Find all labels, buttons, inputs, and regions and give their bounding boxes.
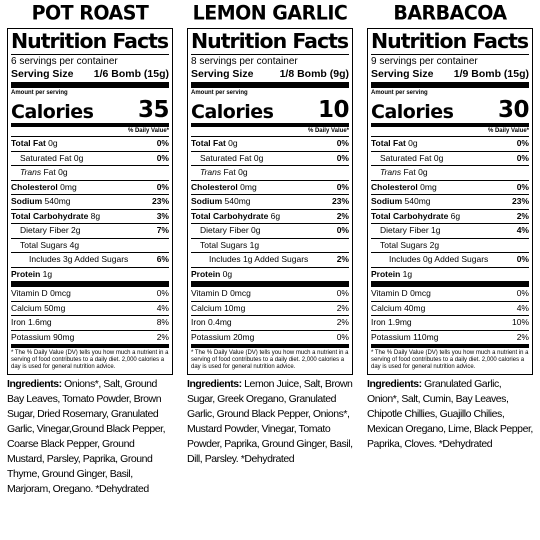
nutrient-label: Total Fat [371, 138, 406, 149]
nutrient-dv: 2% [516, 210, 529, 221]
nutrient-amount: 10mg [224, 302, 246, 313]
nutrient-label: Iron [11, 317, 26, 328]
nutrient-dv: 0% [336, 331, 349, 342]
nutrient-label: Potassium [371, 331, 411, 342]
nutrient-amount: 0.4mg [208, 317, 232, 328]
cholesterol-row [11, 181, 169, 196]
calories-label: Calories [371, 101, 454, 123]
servings-per-container: 8 servings per container [191, 56, 298, 67]
nutrient-dv: 0% [516, 138, 529, 149]
nutrient-dv: 0% [516, 181, 529, 192]
calories-row [11, 97, 169, 127]
total-sugars-row [11, 239, 169, 254]
serving-size-value: 1/6 Bomb (15g) [93, 68, 169, 80]
serving-size-row [371, 68, 529, 88]
nutrient-dv: 0% [336, 138, 349, 149]
ingredients-list: Granulated Garlic, Onion*, Salt, Cumin, Bay Leaves, Chipotle Chillies, Guajillo Chilies, Mexican Oregano, Lime, Black Pepper, Paprika, Cloves. *Dehydrated [367, 377, 533, 450]
ingredients-text [7, 377, 173, 497]
nutrient-label: Cholesterol [11, 181, 58, 192]
nutrient-dv: 4% [156, 302, 169, 313]
nutrient-dv: 6% [156, 254, 169, 265]
nutrient-label: Includes [389, 254, 421, 265]
nutrient-amount: 0mcg [50, 288, 71, 299]
nutrient-amount: 1g [243, 254, 253, 265]
nutrient-amount: 3g [63, 254, 73, 265]
amount-per-serving: Amount per serving [191, 90, 248, 96]
serving-size-label: Serving Size [11, 68, 74, 80]
servings-per-container: 6 servings per container [11, 56, 118, 67]
nutrient-amount: 0g [48, 138, 58, 149]
nutrient-label: Potassium [11, 331, 51, 342]
serving-size-row [191, 68, 349, 88]
nutrition-facts-heading: Nutrition Facts [371, 29, 529, 53]
saturated-fat-row [191, 152, 349, 167]
nutrient-amount: 540mg [404, 196, 431, 207]
nutrient-amount: 0mg [420, 181, 437, 192]
saturated-fat-row [371, 152, 529, 167]
nutrient-label: Includes [209, 254, 241, 265]
iron-row [371, 316, 529, 331]
nutrient-amount: 0g [423, 254, 433, 265]
daily-value-header: % Daily Value* [371, 127, 529, 137]
calories-value: 30 [497, 97, 529, 123]
potassium-row [11, 331, 169, 349]
ingredients-label: Ingredients: [7, 377, 62, 390]
nutrient-label: Protein [11, 268, 41, 279]
nutrient-label: Total Sugars [380, 239, 428, 250]
total-carbohydrate-row [191, 210, 349, 225]
nutrient-label: Vitamin D [371, 288, 408, 299]
nutrient-label: Vitamin D [191, 288, 228, 299]
nutrient-label: Dietary Fiber [200, 225, 249, 236]
dietary-fiber-row [191, 224, 349, 239]
calories-label: Calories [11, 101, 94, 123]
servings-per-container: 9 servings per container [371, 56, 478, 67]
nutrient-amount: 540mg [224, 196, 251, 207]
nutrient-amount: 0mg [240, 181, 257, 192]
trans-fat-row [191, 166, 349, 181]
daily-value-header: % Daily Value* [191, 127, 349, 137]
nutrient-label-suffix: Fat [221, 167, 236, 178]
nutrient-amount: 1g [431, 225, 441, 236]
vitamin-d-row [11, 287, 169, 302]
nutrient-dv: 10% [511, 317, 529, 328]
nutrient-dv: 0% [156, 181, 169, 192]
ingredients-text [187, 377, 353, 467]
iron-row [191, 316, 349, 331]
total-fat-row [371, 137, 529, 152]
product-column [7, 0, 173, 497]
nutrient-dv: 23% [331, 196, 349, 207]
product-column [367, 0, 533, 452]
potassium-row [191, 331, 349, 349]
nutrient-dv: 0% [336, 288, 349, 299]
ingredients-list: Onions*, Salt, Ground Bay Leaves, Tomato Powder, Brown Sugar, Dried Rosemary, Granulated Garlic, Vinegar,Ground Black Pepper, Coarse Black Pepper, Ground Mustard, Parsley, Paprika, Ground Thyme, Ground Ginger, Basil, Marjoram, Oregano. *Dehydrated [7, 377, 166, 495]
nutrient-dv: 23% [151, 196, 169, 207]
nutrient-label: Trans [200, 167, 222, 178]
nutrient-label: Sodium [11, 196, 43, 207]
nutrient-amount: 40mg [404, 302, 426, 313]
nutrient-label: Saturated Fat [380, 152, 432, 163]
nutrient-label: Saturated Fat [20, 152, 72, 163]
iron-row [11, 316, 169, 331]
daily-value-footnote: * The % Daily Value (DV) tells you how much a nutrient in a serving of food contributes to a daily diet. 2,000 calories a day is used for general nutrition advice. [11, 350, 169, 371]
nutrient-amount: 90mg [53, 331, 75, 342]
nutrient-dv: 0% [516, 152, 529, 163]
nutrient-amount: 2g [429, 239, 440, 250]
nutrient-amount: 110mg [413, 331, 439, 342]
trans-fat-row [371, 166, 529, 181]
dietary-fiber-row [371, 224, 529, 239]
nutrient-amount: 1g [249, 239, 260, 250]
cholesterol-row [191, 181, 349, 196]
nutrient-dv: 2% [336, 210, 349, 221]
nutrient-amount: 1.9mg [388, 317, 412, 328]
ingredients-text [367, 377, 533, 452]
nutrient-amount: 0g [238, 167, 248, 178]
calories-value: 10 [317, 97, 349, 123]
sodium-row [191, 195, 349, 210]
nutrient-amount: 2g [71, 225, 81, 236]
trans-fat-row [11, 166, 169, 181]
nutrient-dv: 2% [336, 317, 349, 328]
calcium-row [11, 302, 169, 317]
daily-value-header: % Daily Value* [11, 127, 169, 137]
nutrient-amount: 0g [222, 268, 233, 279]
nutrient-dv: 2% [336, 254, 349, 265]
nutrient-dv: 8% [156, 317, 169, 328]
nutrient-label: Total Sugars [200, 239, 248, 250]
added-sugars-row [191, 253, 349, 268]
nutrient-label: Total Sugars [20, 239, 68, 250]
nutrient-amount: 0mg [60, 181, 77, 192]
serving-size-row [11, 68, 169, 88]
nutrient-label: Trans [380, 167, 402, 178]
nutrient-label: Calcium [11, 302, 42, 313]
nutrition-facts-panel [367, 28, 533, 375]
nutrient-dv: 2% [516, 331, 529, 342]
calories-row [371, 97, 529, 127]
nutrient-amount: 6g [270, 210, 281, 221]
nutrient-dv: 3% [156, 210, 169, 221]
nutrient-label: Calcium [371, 302, 402, 313]
calories-value: 35 [137, 97, 169, 123]
vitamin-d-row [371, 287, 529, 302]
nutrient-amount: 8g [90, 210, 101, 221]
nutrient-amount: 0mcg [410, 288, 431, 299]
ingredients-label: Ingredients: [367, 377, 422, 390]
daily-value-footnote: * The % Daily Value (DV) tells you how much a nutrient in a serving of food contributes to a daily diet. 2,000 calories a day is used for general nutrition advice. [371, 350, 529, 371]
protein-row [11, 268, 169, 288]
added-sugars-row [371, 253, 529, 268]
nutrient-label-suffix: Added Sugars [74, 254, 129, 265]
nutrient-label-suffix: Fat [41, 167, 56, 178]
nutrient-label: Potassium [191, 331, 231, 342]
nutrient-dv: 0% [336, 181, 349, 192]
sodium-row [371, 195, 529, 210]
nutrient-label: Vitamin D [11, 288, 48, 299]
nutrient-amount: 0g [418, 167, 428, 178]
amount-per-serving: Amount per serving [11, 90, 68, 96]
saturated-fat-row [11, 152, 169, 167]
nutrient-dv: 0% [156, 152, 169, 163]
nutrient-dv: 2% [156, 331, 169, 342]
sodium-row [11, 195, 169, 210]
nutrient-label-suffix: Added Sugars [434, 254, 489, 265]
nutrient-amount: 1.6mg [28, 317, 52, 328]
serving-size-label: Serving Size [191, 68, 254, 80]
nutrient-dv: 0% [156, 288, 169, 299]
nutrient-amount: 0g [408, 138, 418, 149]
nutrient-label: Trans [20, 167, 42, 178]
nutrient-amount: 50mg [44, 302, 66, 313]
nutrient-label: Total Carbohydrate [191, 210, 269, 221]
nutrient-label: Sodium [191, 196, 223, 207]
total-carbohydrate-row [371, 210, 529, 225]
calcium-row [191, 302, 349, 317]
vitamin-d-row [191, 287, 349, 302]
amount-per-serving: Amount per serving [371, 90, 428, 96]
protein-row [191, 268, 349, 288]
nutrient-dv: 0% [516, 254, 529, 265]
nutrient-label: Dietary Fiber [380, 225, 429, 236]
nutrient-dv: 0% [336, 152, 349, 163]
nutrient-amount: 20mg [233, 331, 255, 342]
daily-value-footnote: * The % Daily Value (DV) tells you how much a nutrient in a serving of food contributes to a daily diet. 2,000 calories a day is used for general nutrition advice. [191, 350, 349, 371]
nutrient-label: Iron [191, 317, 206, 328]
nutrient-label: Protein [371, 268, 401, 279]
serving-size-value: 1/9 Bomb (15g) [453, 68, 529, 80]
nutrient-amount: 0g [251, 225, 261, 236]
nutrient-amount: 0g [58, 167, 68, 178]
ingredients-label: Ingredients: [187, 377, 242, 390]
product-name: POT ROAST [31, 1, 149, 25]
nutrient-amount: 4g [69, 239, 80, 250]
product-column [187, 0, 353, 467]
nutrient-amount: 1g [402, 268, 413, 279]
calcium-row [371, 302, 529, 317]
nutrient-label: Protein [191, 268, 221, 279]
cholesterol-row [371, 181, 529, 196]
nutrient-label-suffix: Fat [401, 167, 416, 178]
nutrient-amount: 0g [433, 152, 444, 163]
nutrient-label: Cholesterol [191, 181, 238, 192]
nutrient-label: Total Fat [191, 138, 226, 149]
ingredients-list: Lemon Juice, Salt, Brown Sugar, Greek Oregano, Granulated Garlic, Ground Black Pepper, Onions*, Mustard Powder, Vinegar, Tomato Powder, Paprika, Ground Ginger, Basil, Dill, Parsley. *Dehydrated [187, 377, 353, 465]
protein-row [371, 268, 529, 288]
nutrient-label: Sodium [371, 196, 403, 207]
nutrient-label: Iron [371, 317, 386, 328]
nutrient-label: Dietary Fiber [20, 225, 69, 236]
nutrient-label: Total Carbohydrate [371, 210, 449, 221]
serving-size-value: 1/8 Bomb (9g) [279, 68, 349, 80]
serving-size-label: Serving Size [371, 68, 434, 80]
nutrition-facts-panel [7, 28, 173, 375]
product-name: BARBACOA [393, 1, 507, 25]
nutrient-amount: 0g [228, 138, 238, 149]
nutrient-dv: 0% [336, 225, 349, 236]
calories-label: Calories [191, 101, 274, 123]
nutrient-dv: 2% [336, 302, 349, 313]
nutrient-amount: 0g [253, 152, 264, 163]
nutrition-facts-heading: Nutrition Facts [191, 29, 349, 53]
nutrient-amount: 540mg [44, 196, 71, 207]
nutrient-dv: 4% [516, 225, 529, 236]
added-sugars-row [11, 253, 169, 268]
nutrient-dv: 0% [156, 138, 169, 149]
nutrient-label: Calcium [191, 302, 222, 313]
total-carbohydrate-row [11, 210, 169, 225]
total-sugars-row [191, 239, 349, 254]
nutrient-amount: 1g [42, 268, 53, 279]
nutrient-dv: 7% [156, 225, 169, 236]
nutrient-label-suffix: Added Sugars [254, 254, 309, 265]
nutrient-dv: 23% [511, 196, 529, 207]
potassium-row [371, 331, 529, 349]
nutrition-facts-heading: Nutrition Facts [11, 29, 169, 53]
calories-row [191, 97, 349, 127]
total-fat-row [191, 137, 349, 152]
nutrient-amount: 6g [450, 210, 461, 221]
nutrient-amount: 0g [73, 152, 84, 163]
nutrient-label: Total Fat [11, 138, 46, 149]
product-name: LEMON GARLIC [192, 1, 348, 25]
nutrition-facts-panel [187, 28, 353, 375]
dietary-fiber-row [11, 224, 169, 239]
total-fat-row [11, 137, 169, 152]
nutrient-label: Total Carbohydrate [11, 210, 89, 221]
nutrient-dv: 0% [516, 288, 529, 299]
nutrient-label: Cholesterol [371, 181, 418, 192]
nutrient-label: Saturated Fat [200, 152, 252, 163]
nutrient-label: Includes [29, 254, 61, 265]
nutrient-dv: 4% [516, 302, 529, 313]
total-sugars-row [371, 239, 529, 254]
nutrient-amount: 0mcg [230, 288, 251, 299]
